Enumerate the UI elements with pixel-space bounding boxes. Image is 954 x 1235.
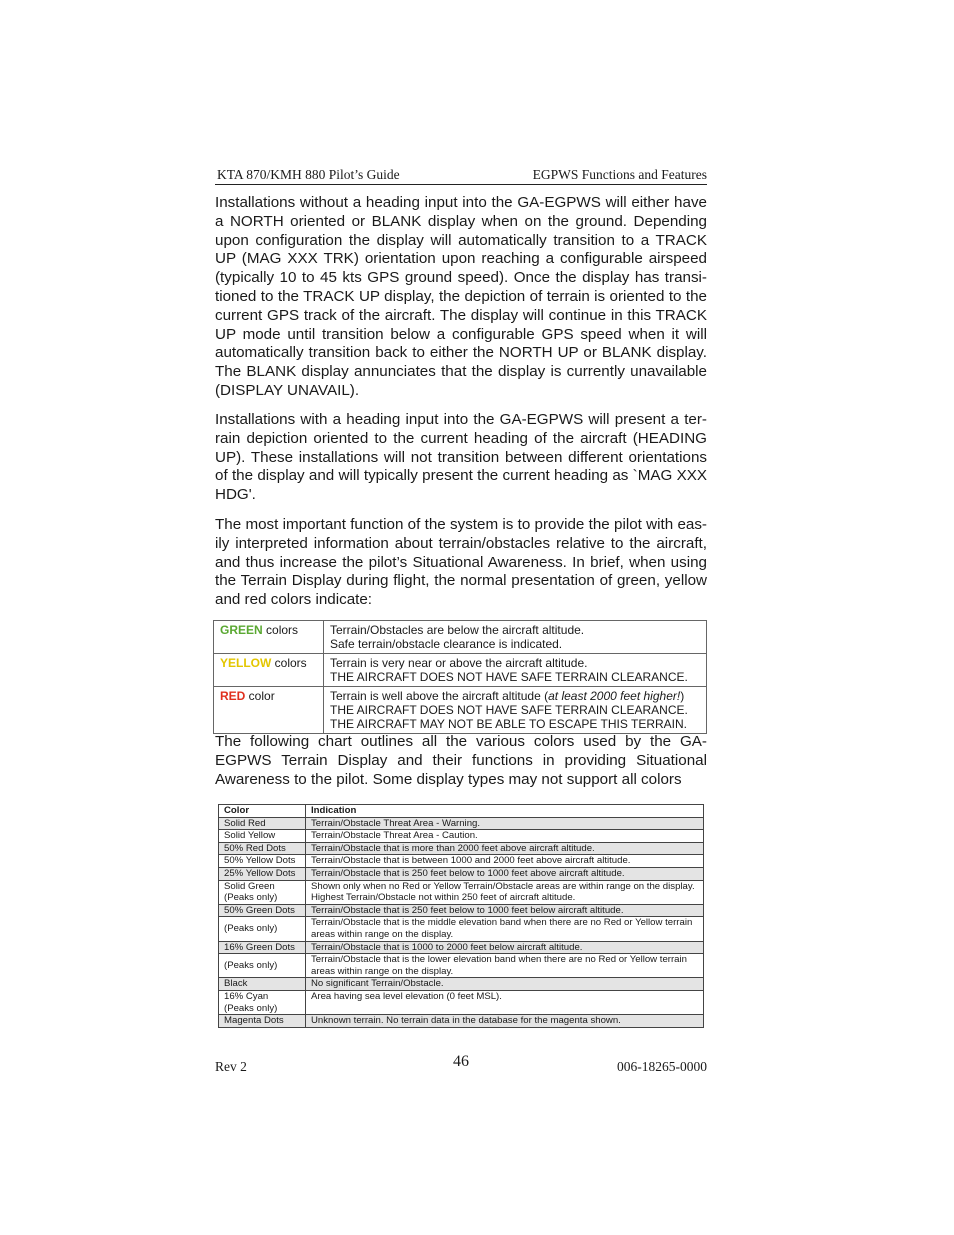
table-row: 50% Red Dots Terrain/Obstacle that is more than 2000 feet above aircraft altitude. (219, 842, 704, 855)
green-label: GREEN (220, 623, 263, 637)
table-row: 16% Green Dots Terrain/Obstacle that is 1000 to 2000 feet below aircraft altitude. (219, 941, 704, 954)
header-section: EGPWS Functions and Features (532, 167, 707, 182)
table-row: Black No significant Terrain/Obstacle. (219, 978, 704, 991)
table-row: Solid Red Terrain/Obstacle Threat Area - Warning. (219, 817, 704, 830)
table-row: (Peaks only) Terrain/Obstacle that is the lower elevation band when there are no Red or Yellow terrain areas within range on the display. (219, 954, 704, 978)
table-row: 25% Yellow Dots Terrain/Obstacle that is 250 feet below to 1000 feet above aircraft altitude. (219, 867, 704, 880)
page-number: 46 (453, 1053, 469, 1070)
column-header-indication: Indication (306, 805, 704, 818)
red-label: RED (220, 689, 246, 703)
color-summary-table (213, 620, 707, 734)
color-row-yellow: YELLOW colors Terrain is very near or above the aircraft altitude. THE AIRCRAFT DOES NOT HAVE SAFE TERRAIN CLEARANCE. (214, 654, 707, 687)
document-number: 006-18265-0000 (617, 1059, 707, 1074)
table-row: 16% Cyan (Peaks only) Area having sea level elevation (0 feet MSL). (219, 990, 704, 1014)
table-row: 50% Green Dots Terrain/Obstacle that is 250 feet below to 1000 feet below aircraft altitude. (219, 904, 704, 917)
paragraph-chart-intro: The following chart outlines all the various colors used by the GA-EGPWS Terrain Display and their functions in providing Situational Awareness to the pilot. Some display types may not support all colors (215, 733, 707, 788)
table-row: Solid Yellow Terrain/Obstacle Threat Area - Caution. (219, 830, 704, 843)
color-indication-table (218, 804, 704, 1028)
paragraph-function: The most important function of the system is to provide the pilot with eas-ily interpreted information about terrain/obstacles relative to the aircraft, and thus increase the pilot’s Situational Awareness. In brief, when using the Terrain Display during flight, the normal presentation of green, yellow and red colors indicate: (215, 516, 707, 609)
table-row: Solid Green (Peaks only) Shown only when no Red or Yellow Terrain/Obstacle areas are within range on the display. Highest Terrain/Obstacle not within 250 feet of aircraft altitude. (219, 880, 704, 904)
paragraph-display-orientation: Installations without a heading input into the GA-EGPWS will either have a NORTH oriented or BLANK display when on the ground. Depending upon configuration the display will automatically transition to a TRACK UP (MAG XXX TRK) orientation upon reaching a configurable airspeed (typically 10 to 45 kts GPS ground speed). Once the display has transi-tioned to the TRACK UP display, the depiction of terrain is oriented to the current GPS track of the aircraft. The display will continue in this TRACK UP mode until transition below a configurable GPS speed when it will automatically transition back to either the NORTH UP or BLANK display. The BLANK display annunciates that the display is currently unavailable (DISPLAY UNAVAIL). (215, 194, 707, 399)
table-row: Magenta Dots Unknown terrain. No terrain data in the database for the magenta shown. (219, 1015, 704, 1028)
page-footer (215, 1055, 707, 1075)
page-header (215, 166, 707, 185)
color-row-red: RED color Terrain is well above the aircraft altitude (at least 2000 feet higher!) THE AIRCRAFT DOES NOT HAVE SAFE TERRAIN CLEARANCE. THE AIRCRAFT MAY NOT BE ABLE TO ESCAPE THIS TERRAIN. (214, 687, 707, 734)
header-title: KTA 870/KMH 880 Pilot’s Guide (217, 167, 400, 182)
paragraph-heading-input: Installations with a heading input into the GA-EGPWS will present a ter-rain depiction oriented to the current heading of the aircraft (HEADING UP). These installations will not transition between different orientations of the display and will typically present the current heading as `MAG XXX HDG'. (215, 411, 707, 504)
table-header-row (219, 805, 704, 818)
color-row-green: GREEN colors Terrain/Obstacles are below the aircraft altitude. Safe terrain/obstacle clearance is indicated. (214, 621, 707, 654)
column-header-color: Color (219, 805, 306, 818)
table-row: (Peaks only) Terrain/Obstacle that is the middle elevation band when there are no Red or Yellow terrain areas within range on the display. (219, 917, 704, 941)
table-row: 50% Yellow Dots Terrain/Obstacle that is between 1000 and 2000 feet above aircraft altitude. (219, 855, 704, 868)
revision-label: Rev 2 (215, 1059, 247, 1074)
yellow-label: YELLOW (220, 656, 272, 670)
